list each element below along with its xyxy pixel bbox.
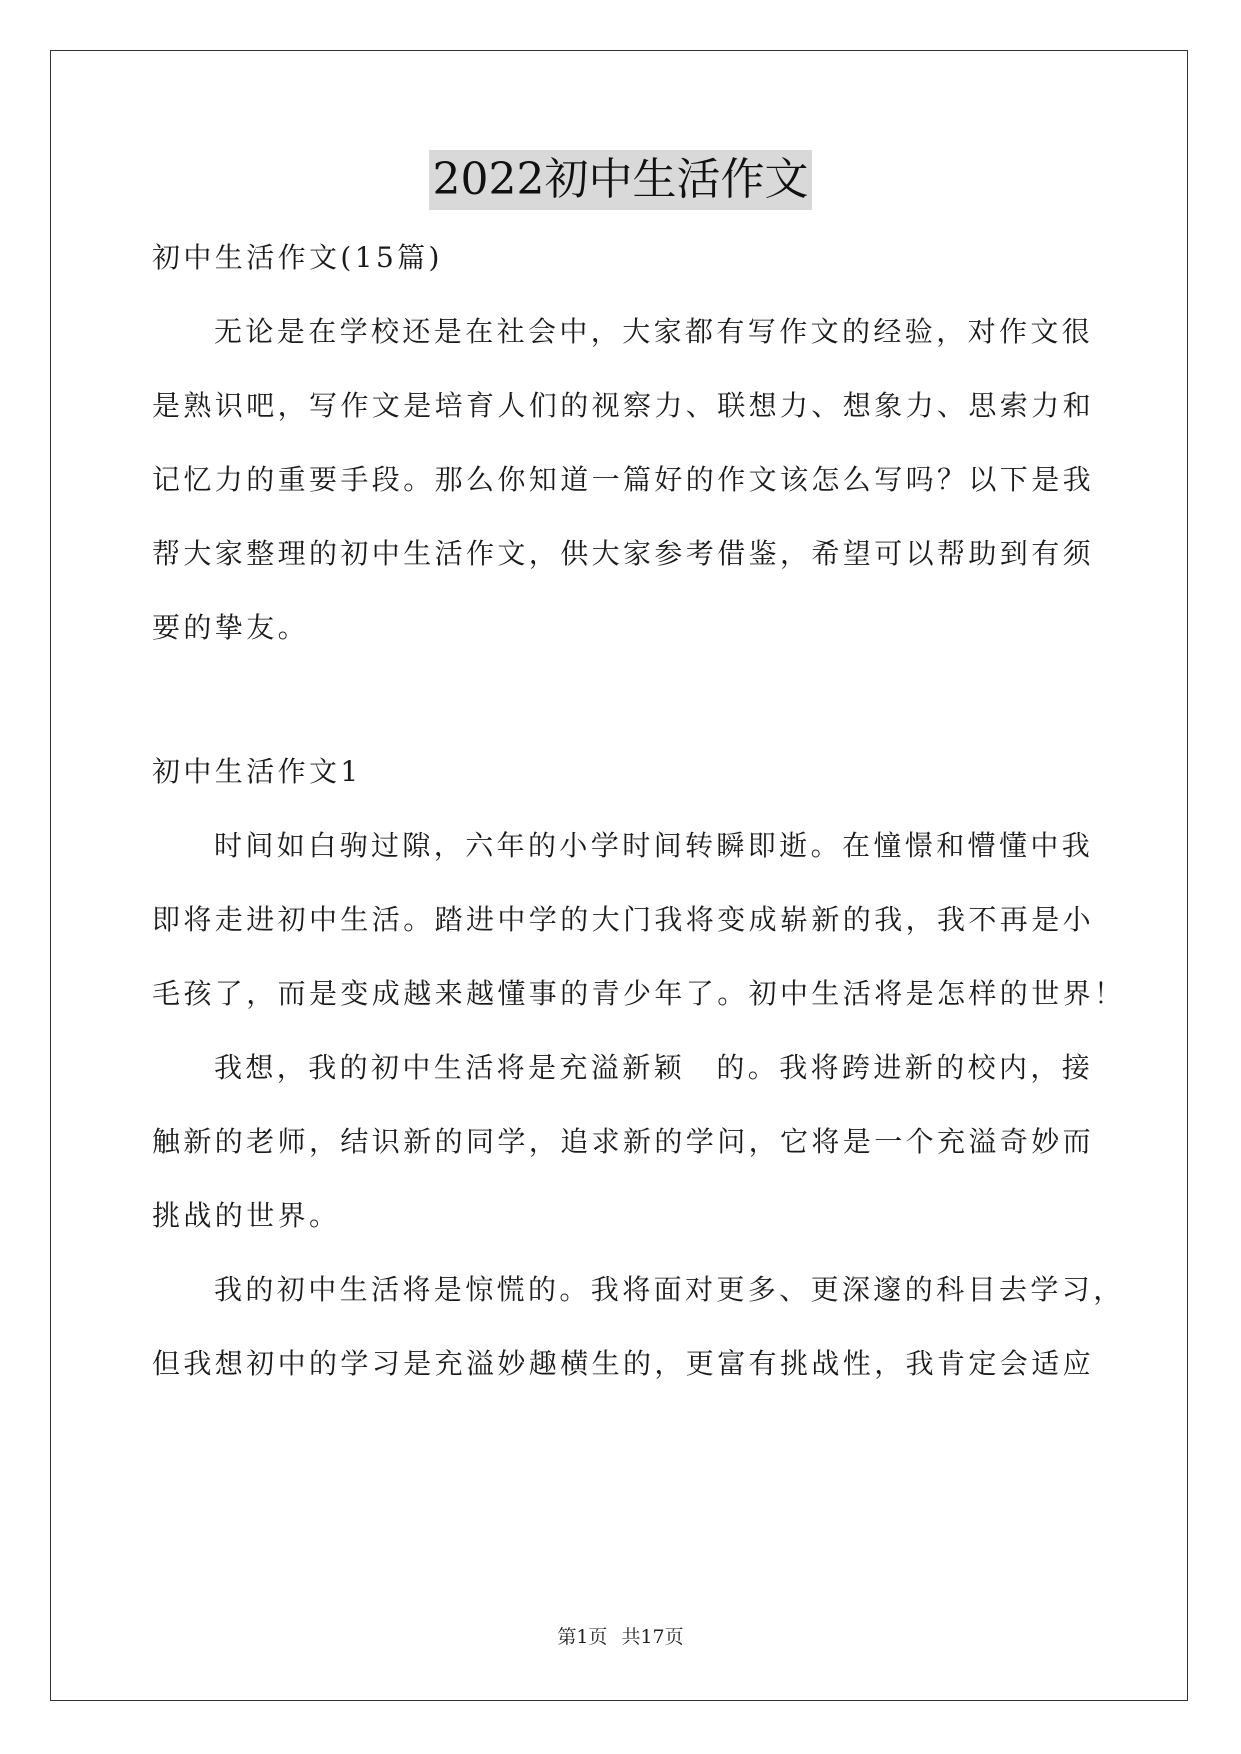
paragraph-line: 毛孩了，而是变成越来越懂事的青少年了。初中生活将是怎样的世界！ <box>152 977 1126 1010</box>
paragraph-line: 我想，我的初中生活将是充溢新颖 的。我将跨进新的校内，接 <box>214 1051 1094 1084</box>
intro-line: 记忆力的重要手段。那么你知道一篇好的作文该怎么写吗？以下是我 <box>152 463 1095 496</box>
paragraph-line: 但我想初中的学习是充溢妙趣横生的，更富有挑战性，我肯定会适应 <box>152 1347 1095 1380</box>
document-title: 2022初中生活作文 <box>429 150 813 210</box>
title-container <box>0 150 1241 210</box>
paragraph-line: 我的初中生活将是惊慌的。我将面对更多、更深邃的科目去学习， <box>214 1273 1125 1306</box>
page-footer <box>0 1622 1241 1649</box>
intro-line: 无论是在学校还是在社会中，大家都有写作文的经验，对作文很 <box>214 315 1094 348</box>
intro-line: 要的挚友。 <box>152 611 310 644</box>
page-total: 共17页 <box>621 1626 684 1648</box>
intro-line: 帮大家整理的初中生活作文，供大家参考借鉴，希望可以帮助到有须 <box>152 537 1095 570</box>
document-subtitle: 初中生活作文(15篇) <box>152 241 443 274</box>
page-border <box>50 50 1188 1701</box>
intro-line: 是熟识吧，写作文是培育人们的视察力、联想力、想象力、思索力和 <box>152 389 1095 422</box>
paragraph-line: 触新的老师，结识新的同学，追求新的学问，它将是一个充溢奇妙而 <box>152 1125 1095 1158</box>
paragraph-line: 挑战的世界。 <box>152 1199 341 1232</box>
paragraph-line: 即将走进初中生活。踏进中学的大门我将变成崭新的我，我不再是小 <box>152 903 1095 936</box>
section-heading: 初中生活作文1 <box>152 755 362 788</box>
page-number: 第1页 <box>557 1626 608 1648</box>
paragraph-line: 时间如白驹过隙，六年的小学时间转瞬即逝。在憧憬和懵懂中我 <box>214 829 1094 862</box>
